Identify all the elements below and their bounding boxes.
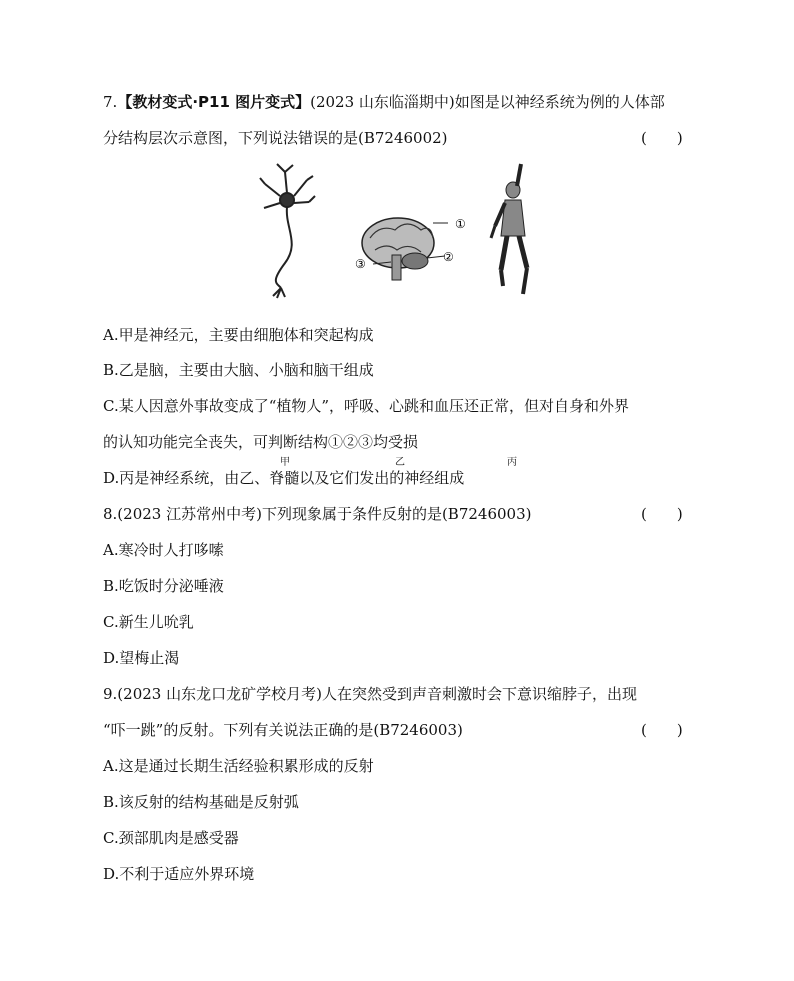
neuron-illustration xyxy=(260,164,315,298)
q9-option-a: A.这是通过长期生活经验积累形成的反射 xyxy=(103,757,374,775)
q7-answer-paren: ( ) xyxy=(641,129,683,147)
q7-stem-text1: (2023 山东临淄期中)如图是以神经系统为例的人体部 xyxy=(310,93,665,111)
q9-option-c: C.颈部肌肉是感受器 xyxy=(103,829,239,847)
nervous-system-body-illustration xyxy=(491,164,527,294)
caption-jia: 甲 xyxy=(280,457,290,468)
q7-number: 7. xyxy=(103,93,118,111)
marker-1: ① xyxy=(455,217,466,231)
caption-yi: 乙 xyxy=(395,457,405,468)
q7-option-b: B.乙是脑，主要由大脑、小脑和脑干组成 xyxy=(103,361,374,379)
q7-option-d: D.丙是神经系统，由乙、脊髓以及它们发出的神经组成 xyxy=(103,469,465,487)
brain-illustration xyxy=(355,217,466,280)
marker-2: ② xyxy=(443,250,454,264)
nervous-system-figure xyxy=(255,158,555,318)
q8-option-a: A.寒冷时人打哆嗦 xyxy=(103,541,224,559)
q7-stem-line1 xyxy=(103,92,665,112)
q9-option-b: B.该反射的结构基础是反射弧 xyxy=(103,793,299,811)
q7-option-c-line1: C.某人因意外事故变成了“植物人”，呼吸、心跳和血压还正常，但对自身和外界 xyxy=(103,397,630,415)
q9-option-d: D.不利于适应外界环境 xyxy=(103,865,255,883)
marker-3: ③ xyxy=(355,257,366,271)
q7-tag: 【教材变式·P11 图片变式】 xyxy=(117,93,311,111)
q9-answer-paren: ( ) xyxy=(641,721,683,739)
q9-stem-line1: 9.(2023 山东龙口龙矿学校月考)人在突然受到声音刺激时会下意识缩脖子，出现 xyxy=(103,685,637,703)
q7-option-c-line2: 的认知功能完全丧失，可判断结构①②③均受损 xyxy=(103,433,419,451)
q8-option-b: B.吃饭时分泌唾液 xyxy=(103,577,224,595)
q8-stem: 8.(2023 江苏常州中考)下列现象属于条件反射的是(B7246003) xyxy=(103,505,532,523)
q8-option-d: D.望梅止渴 xyxy=(103,649,180,667)
q7-stem-line2: 分结构层次示意图，下列说法错误的是(B7246002) xyxy=(103,129,448,147)
q8-option-c: C.新生儿吮乳 xyxy=(103,613,194,631)
q9-stem-line2: “吓一跳”的反射。下列有关说法正确的是(B7246003) xyxy=(103,721,463,739)
q8-answer-paren: ( ) xyxy=(641,505,683,523)
q7-option-a: A.甲是神经元，主要由细胞体和突起构成 xyxy=(103,326,374,344)
caption-bing: 丙 xyxy=(507,457,517,468)
